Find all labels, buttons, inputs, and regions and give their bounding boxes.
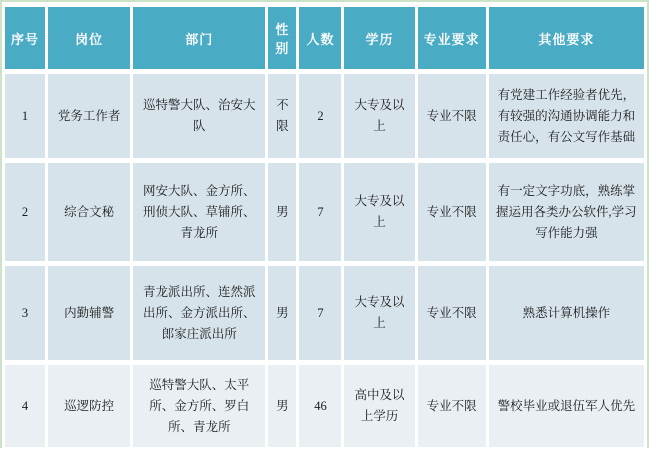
- cell-other-requirement: 熟悉计算机操作: [489, 266, 644, 360]
- col-header-other: 其他要求: [489, 7, 644, 69]
- cell-major-requirement: 专业不限: [418, 74, 486, 158]
- header-row: [5, 7, 644, 69]
- cell-education: 大专及以上: [344, 74, 414, 158]
- table-row: [5, 266, 644, 360]
- col-header-seq: 序号: [5, 7, 45, 69]
- cell-education: 大专及以上: [344, 163, 414, 261]
- recruitment-table: [2, 2, 647, 452]
- col-header-gender: 性别: [268, 7, 296, 69]
- cell-other-requirement: 警校毕业或退伍军人优先: [489, 365, 644, 447]
- cell-seq: 1: [5, 74, 45, 158]
- cell-count: 2: [299, 74, 341, 158]
- cell-position: 内勤辅警: [48, 266, 130, 360]
- cell-department: 巡特警大队、治安大队: [133, 74, 265, 158]
- cell-department: 巡特警大队、太平所、金方所、罗白所、青龙所: [133, 365, 265, 447]
- col-header-position: 岗位: [48, 7, 130, 69]
- cell-other-requirement: 有党建工作经验者优先，有较强的沟通协调能力和责任心，有公文写作基础: [489, 74, 644, 158]
- table-row: [5, 163, 644, 261]
- table-row: [5, 365, 644, 447]
- cell-count: 7: [299, 266, 341, 360]
- cell-seq: 2: [5, 163, 45, 261]
- cell-count: 46: [299, 365, 341, 447]
- cell-major-requirement: 专业不限: [418, 266, 486, 360]
- cell-position: 党务工作者: [48, 74, 130, 158]
- cell-department: 网安大队、金方所、刑侦大队、草铺所、青龙所: [133, 163, 265, 261]
- cell-education: 大专及以上: [344, 266, 414, 360]
- col-header-count: 人数: [299, 7, 341, 69]
- cell-seq: 3: [5, 266, 45, 360]
- cell-seq: 4: [5, 365, 45, 447]
- table-row: [5, 74, 644, 158]
- col-header-major: 专业要求: [418, 7, 486, 69]
- cell-other-requirement: 有一定文字功底，熟练掌握运用各类办公软件,学习写作能力强: [489, 163, 644, 261]
- cell-major-requirement: 专业不限: [418, 163, 486, 261]
- cell-gender: 不限: [268, 74, 296, 158]
- cell-education: 高中及以上学历: [344, 365, 414, 447]
- cell-count: 7: [299, 163, 341, 261]
- cell-position: 巡逻防控: [48, 365, 130, 447]
- col-header-education: 学历: [344, 7, 414, 69]
- cell-major-requirement: 专业不限: [418, 365, 486, 447]
- cell-gender: 男: [268, 365, 296, 447]
- cell-gender: 男: [268, 163, 296, 261]
- cell-department: 青龙派出所、连然派出所、金方派出所、郎家庄派出所: [133, 266, 265, 360]
- cell-position: 综合文秘: [48, 163, 130, 261]
- col-header-department: 部门: [133, 7, 265, 69]
- cell-gender: 男: [268, 266, 296, 360]
